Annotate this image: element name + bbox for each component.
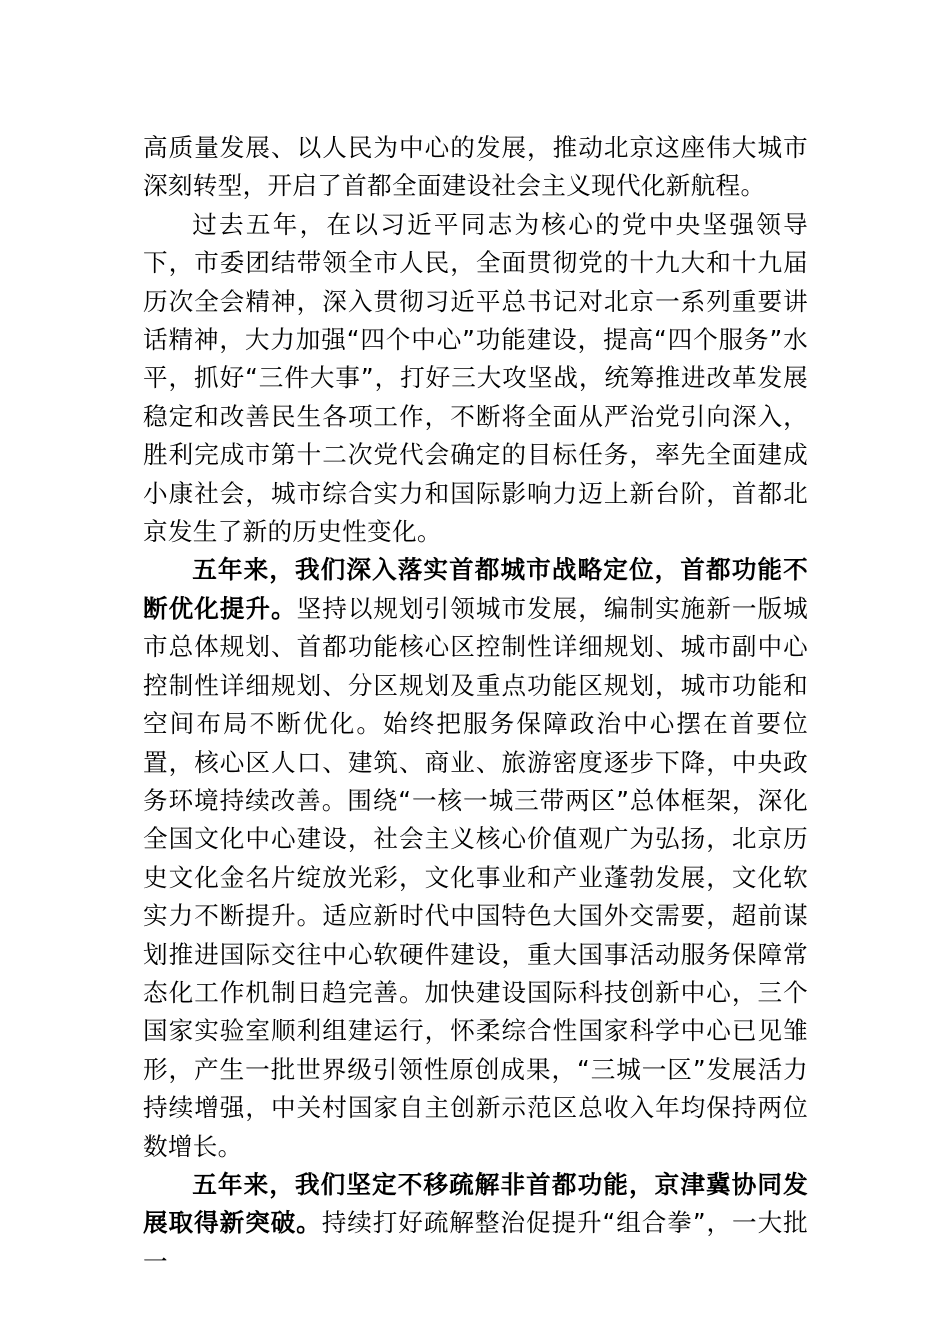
paragraph-past-five-years [143, 206, 808, 552]
paragraph-continuation [143, 129, 808, 206]
paragraph-3-text: 坚持以规划引领城市发展，编制实施新一版城市总体规划、首都功能核心区控制性详细规划、城市副中心控制性详细规划、分区规划及重点功能区规划，城市功能和空间布局不断优化。始终把服务保障政治中心摆在首要位置，核心区人口、建筑、商业、旅游密度逐步下降，中央政务环境持续改善。围绕“一核一城三带两区”总体框架，深化全国文化中心建设，社会主义核心价值观广为弘扬，北京历史文化金名片绽放光彩，文化事业和产业蓬勃发展，文化软实力不断提升。适应新时代中国特色大国外交需要，超前谋划推进国际交往中心软硬件建设，重大国事活动服务保障常态化工作机制日趋完善。加快建设国际科技创新中心，三个国家实验室顺利组建运行，怀柔综合性国家科学中心已见雏形，产生一批世界级引领性原创成果，“三城一区”发展活力持续增强，中关村国家自主创新示范区总收入年均保持两位数增长。 [143, 593, 808, 1161]
paragraph-capital-functions [143, 551, 808, 1166]
paragraph-2-text: 过去五年，在以习近平同志为核心的党中央坚强领导下，市委团结带领全市人民，全面贯彻党的十九大和十九届历次全会精神，深入贯彻习近平总书记对北京一系列重要讲话精神，大力加强“四个中心”功能建设，提高“四个服务”水平，抓好“三件大事”，打好三大攻坚战，统筹推进改革发展稳定和改善民生各项工作，不断将全面从严治党引向深入，胜利完成市第十二次党代会确定的目标任务，率先全面建成小康社会，城市综合实力和国际影响力迈上新台阶，首都北京发生了新的历史性变化。 [143, 209, 808, 547]
paragraph-4-text: 持续打好疏解整治促提升“组合拳”，一大批一 [143, 1208, 808, 1276]
paragraph-3-lead: 五年来，我们深入落实首都城市战略定位，首都功能不断优化提升。 [143, 555, 808, 623]
paragraph-1-text: 高质量发展、以人民为中心的发展，推动北京这座伟大城市深刻转型，开启了首都全面建设社会主义现代化新航程。 [143, 133, 808, 201]
paragraph-4-lead: 五年来，我们坚定不移疏解非首都功能，京津冀协同发展取得新突破。 [143, 1169, 808, 1238]
document-body [143, 129, 808, 1281]
paragraph-coordinated-development [143, 1166, 808, 1281]
